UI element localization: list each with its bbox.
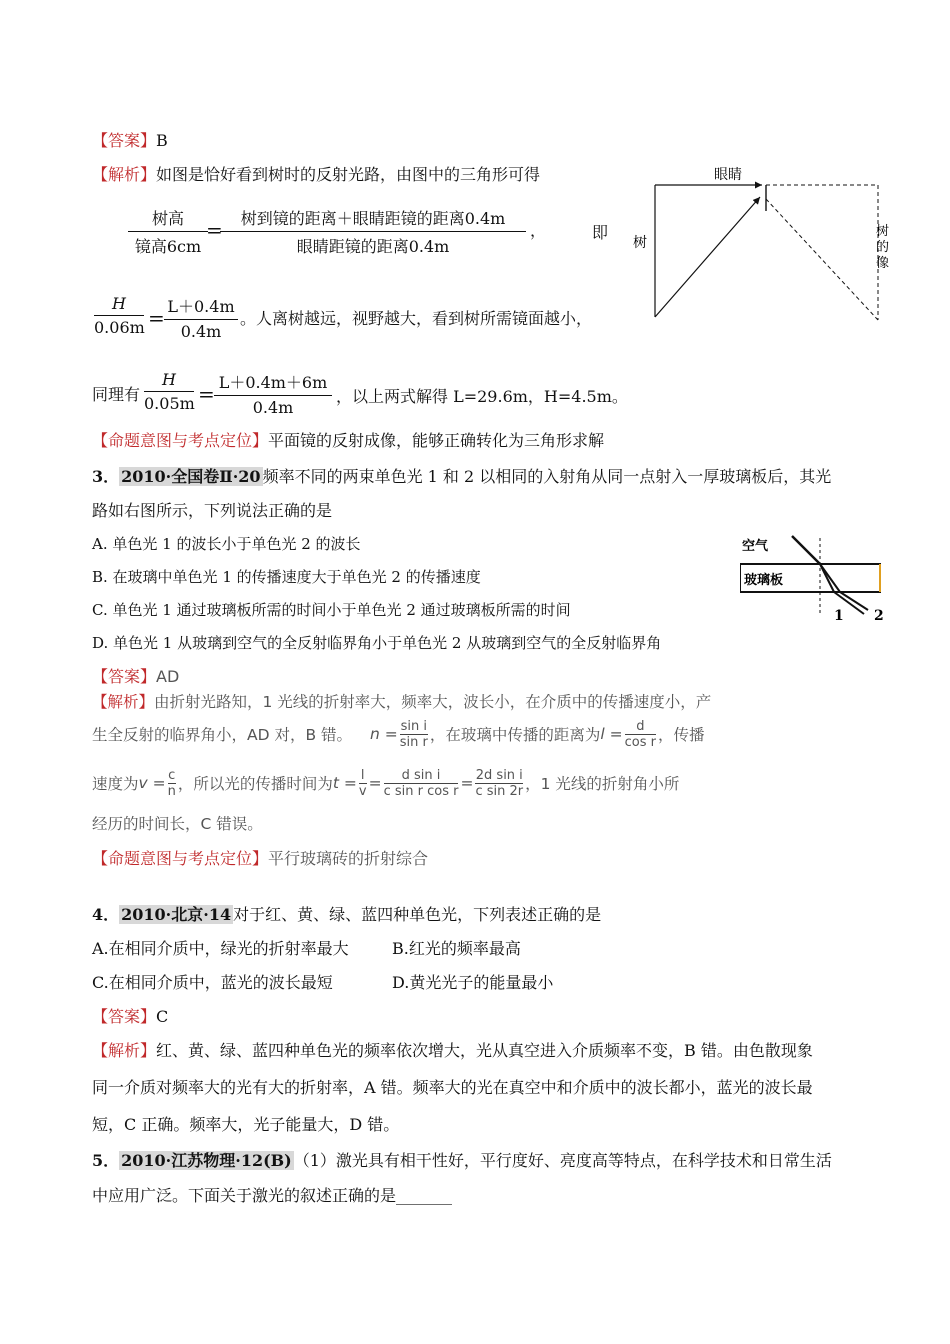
q3-analysis-3-mid: ，所以光的传播时间为 — [177, 775, 333, 793]
q4-option-b: B.红光的频率最高 — [392, 939, 521, 958]
q3-stem1: 频率不同的两束单色光 1 和 2 以相同的入射角从同一点射入一厚玻璃板后，其光 — [262, 467, 832, 486]
q3-analysis-1: 由折射光路知，1 光线的折射率大，频率大，波长小，在介质中的传播速度小，产 — [154, 693, 712, 711]
q3-option-b: B. 在玻璃中单色光 1 的传播速度大于单色光 2 的传播速度 — [92, 568, 481, 586]
q3-analysis-3-end: ，1 光线的折射角小所 — [525, 775, 680, 793]
image-label-1: 树 — [876, 224, 890, 239]
equals-sign: = — [206, 218, 223, 242]
q4-option-c: C.在相同介质中，蓝光的波长最短 — [92, 973, 333, 992]
fraction-l-64: L＋0.4m＋6m 0.4m — [214, 370, 332, 417]
q5-source: 2010·江苏物理·12(B) — [121, 1151, 292, 1170]
ray-2-label: 2 — [874, 608, 884, 624]
intent-line — [92, 428, 604, 451]
q3-analysis-2: 生全反射的临界角小，AD 对，B 错。 — [92, 726, 353, 744]
result-text: ，以上两式解得 L=29.6m，H=4.5m。 — [336, 387, 628, 406]
intent-tag: 【命题意图与考点定位】 — [92, 431, 269, 450]
image-label-2: 的 — [876, 240, 890, 255]
q3-stem-line1 — [92, 464, 831, 487]
q4-option-d: D.黄光光子的能量最小 — [392, 973, 554, 992]
fraction-tree-mirror: 树高 镜高6cm — [128, 206, 208, 257]
equals-sign: = — [148, 306, 165, 330]
equals-sign: = — [198, 382, 215, 406]
q3-analysis-3-pre: 速度为 — [92, 775, 139, 793]
ray-incident — [655, 197, 760, 317]
intent-text: 平面镜的反射成像，能够正确转化为三角形求解 — [268, 431, 605, 450]
ji-text: 即 — [592, 223, 609, 242]
q3-analysis-line1 — [92, 690, 711, 712]
air-label: 空气 — [742, 539, 769, 554]
q5-stem1: （1）激光具有相干性好，平行度好、亮度高等特点，在科学技术和日常生活 — [293, 1151, 832, 1170]
formula-t: t = — [332, 774, 357, 792]
q4-source: 2010·北京·14 — [121, 905, 232, 924]
answer-tag: 【答案】 — [92, 131, 157, 150]
q3-option-d: D. 单色光 1 从玻璃到空气的全反射临界角小于单色光 2 从玻璃到空气的全反射临界角 — [92, 634, 662, 652]
q4-answer-line — [92, 1004, 168, 1027]
q4-stem-text: 对于红、黄、绿、蓝四种单色光，下列表述正确的是 — [233, 905, 602, 924]
fraction-h-005: H 0.05m — [144, 370, 195, 413]
eye-label: 眼睛 — [714, 167, 742, 183]
q3-option-a: A. 单色光 1 的波长小于单色光 2 的波长 — [92, 535, 361, 553]
glass-plate-diagram — [740, 530, 890, 630]
formula-v: v = — [138, 774, 166, 792]
q3-intent-line — [92, 846, 428, 869]
q3-analysis-4: 经历的时间长，C 错误。 — [92, 815, 263, 833]
analysis-continued: 。人离树越远，视野越大，看到树所需镜面越小， — [240, 309, 593, 328]
q4-analysis-tag: 【解析】 — [92, 1041, 157, 1060]
q4-stem — [92, 902, 601, 925]
incident-ray — [792, 536, 820, 564]
analysis-text: 如图是恰好看到树时的反射光路，由图中的三角形可得 — [156, 165, 541, 184]
mirror-reflection-diagram — [630, 165, 900, 325]
q3-intent: 平行玻璃砖的折射综合 — [268, 849, 429, 868]
ray-1-label: 1 — [834, 608, 844, 624]
q3-analysis-2-end: ，传播 — [658, 726, 705, 744]
q3-stem2: 路如右图所示，下列说法正确的是 — [92, 501, 333, 520]
q3-answer-line — [92, 664, 179, 687]
q4-analysis-1: 红、黄、绿、蓝四种单色光的频率依次增大，光从真空进入介质频率不变，B 错。由色散现象 — [156, 1041, 813, 1060]
analysis-tag: 【解析】 — [92, 165, 157, 184]
analysis-line — [92, 162, 540, 185]
q3-analysis-tag: 【解析】 — [92, 693, 155, 711]
image-label-3: 像 — [876, 256, 890, 271]
q4-answer-tag: 【答案】 — [92, 1007, 157, 1026]
formula-n: n = — [370, 725, 398, 743]
q3-option-c: C. 单色光 1 通过玻璃板所需的时间小于单色光 2 通过玻璃板所需的时间 — [92, 601, 571, 619]
q5-number: 5． — [92, 1151, 120, 1170]
q4-option-a: A.在相同介质中，绿光的折射率最大 — [92, 939, 349, 958]
same-prefix: 同理有 — [92, 385, 141, 404]
glass-label: 玻璃板 — [744, 573, 784, 588]
fraction-distance: 树到镜的距离＋眼睛距镜的距离0.4m 眼睛距镜的距离0.4m — [220, 206, 526, 257]
q3-analysis-line2: 生全反射的临界角小，AD 对，B 错。 n = $\frac{\text{sin i}}{\text{sin r}}$ ，在玻璃中传播的距离为 l = $\frac{d}{\text{cos r}}$ ，传播 — [92, 718, 705, 750]
answer-value: B — [156, 131, 168, 150]
formula-l: l = — [600, 725, 623, 743]
fraction-h-006: H 0.06m — [94, 294, 145, 337]
q5-stem-line1 — [92, 1148, 832, 1171]
q4-analysis-2: 同一介质对频率大的光有大的折射率，A 错。频率大的光在真空中和介质中的波长都小，蓝光的波长最 — [92, 1078, 813, 1097]
tree-label: 树 — [633, 235, 647, 251]
comma: ， — [530, 221, 547, 240]
q3-answer: AD — [156, 667, 180, 686]
q5-stem2: 中应用广泛。下面关于激光的叙述正确的是_______ — [92, 1186, 453, 1205]
q3-answer-tag: 【答案】 — [92, 667, 157, 686]
q3-intent-tag: 【命题意图与考点定位】 — [92, 849, 269, 868]
dashed-diagonal — [766, 199, 878, 320]
q3-source: 2010·全国卷Ⅱ·20 — [121, 467, 261, 486]
q4-analysis-line1 — [92, 1038, 813, 1061]
q4-number: 4． — [92, 905, 120, 924]
q3-analysis-2-mid: ，在玻璃中传播的距离为 — [429, 726, 601, 744]
q4-analysis-3: 短，C 正确。频率大，光子能量大，D 错。 — [92, 1115, 400, 1134]
answer-line — [92, 128, 168, 151]
q3-number: 3． — [92, 467, 120, 486]
fraction-l-04: L＋0.4m 0.4m — [164, 294, 238, 341]
q3-analysis-line3: 速度为 v = $\frac{c}{n}$ ，所以光的传播时间为 t = $\frac{l}{v}$ = $\frac{\text{d sin i}}{\text{c sin r cos r}}$ = $\frac{\text{2d sin i}}{\text{c sin 2r}}$ ，1 光线的折射角小所 — [92, 767, 680, 799]
q4-answer: C — [156, 1007, 169, 1026]
